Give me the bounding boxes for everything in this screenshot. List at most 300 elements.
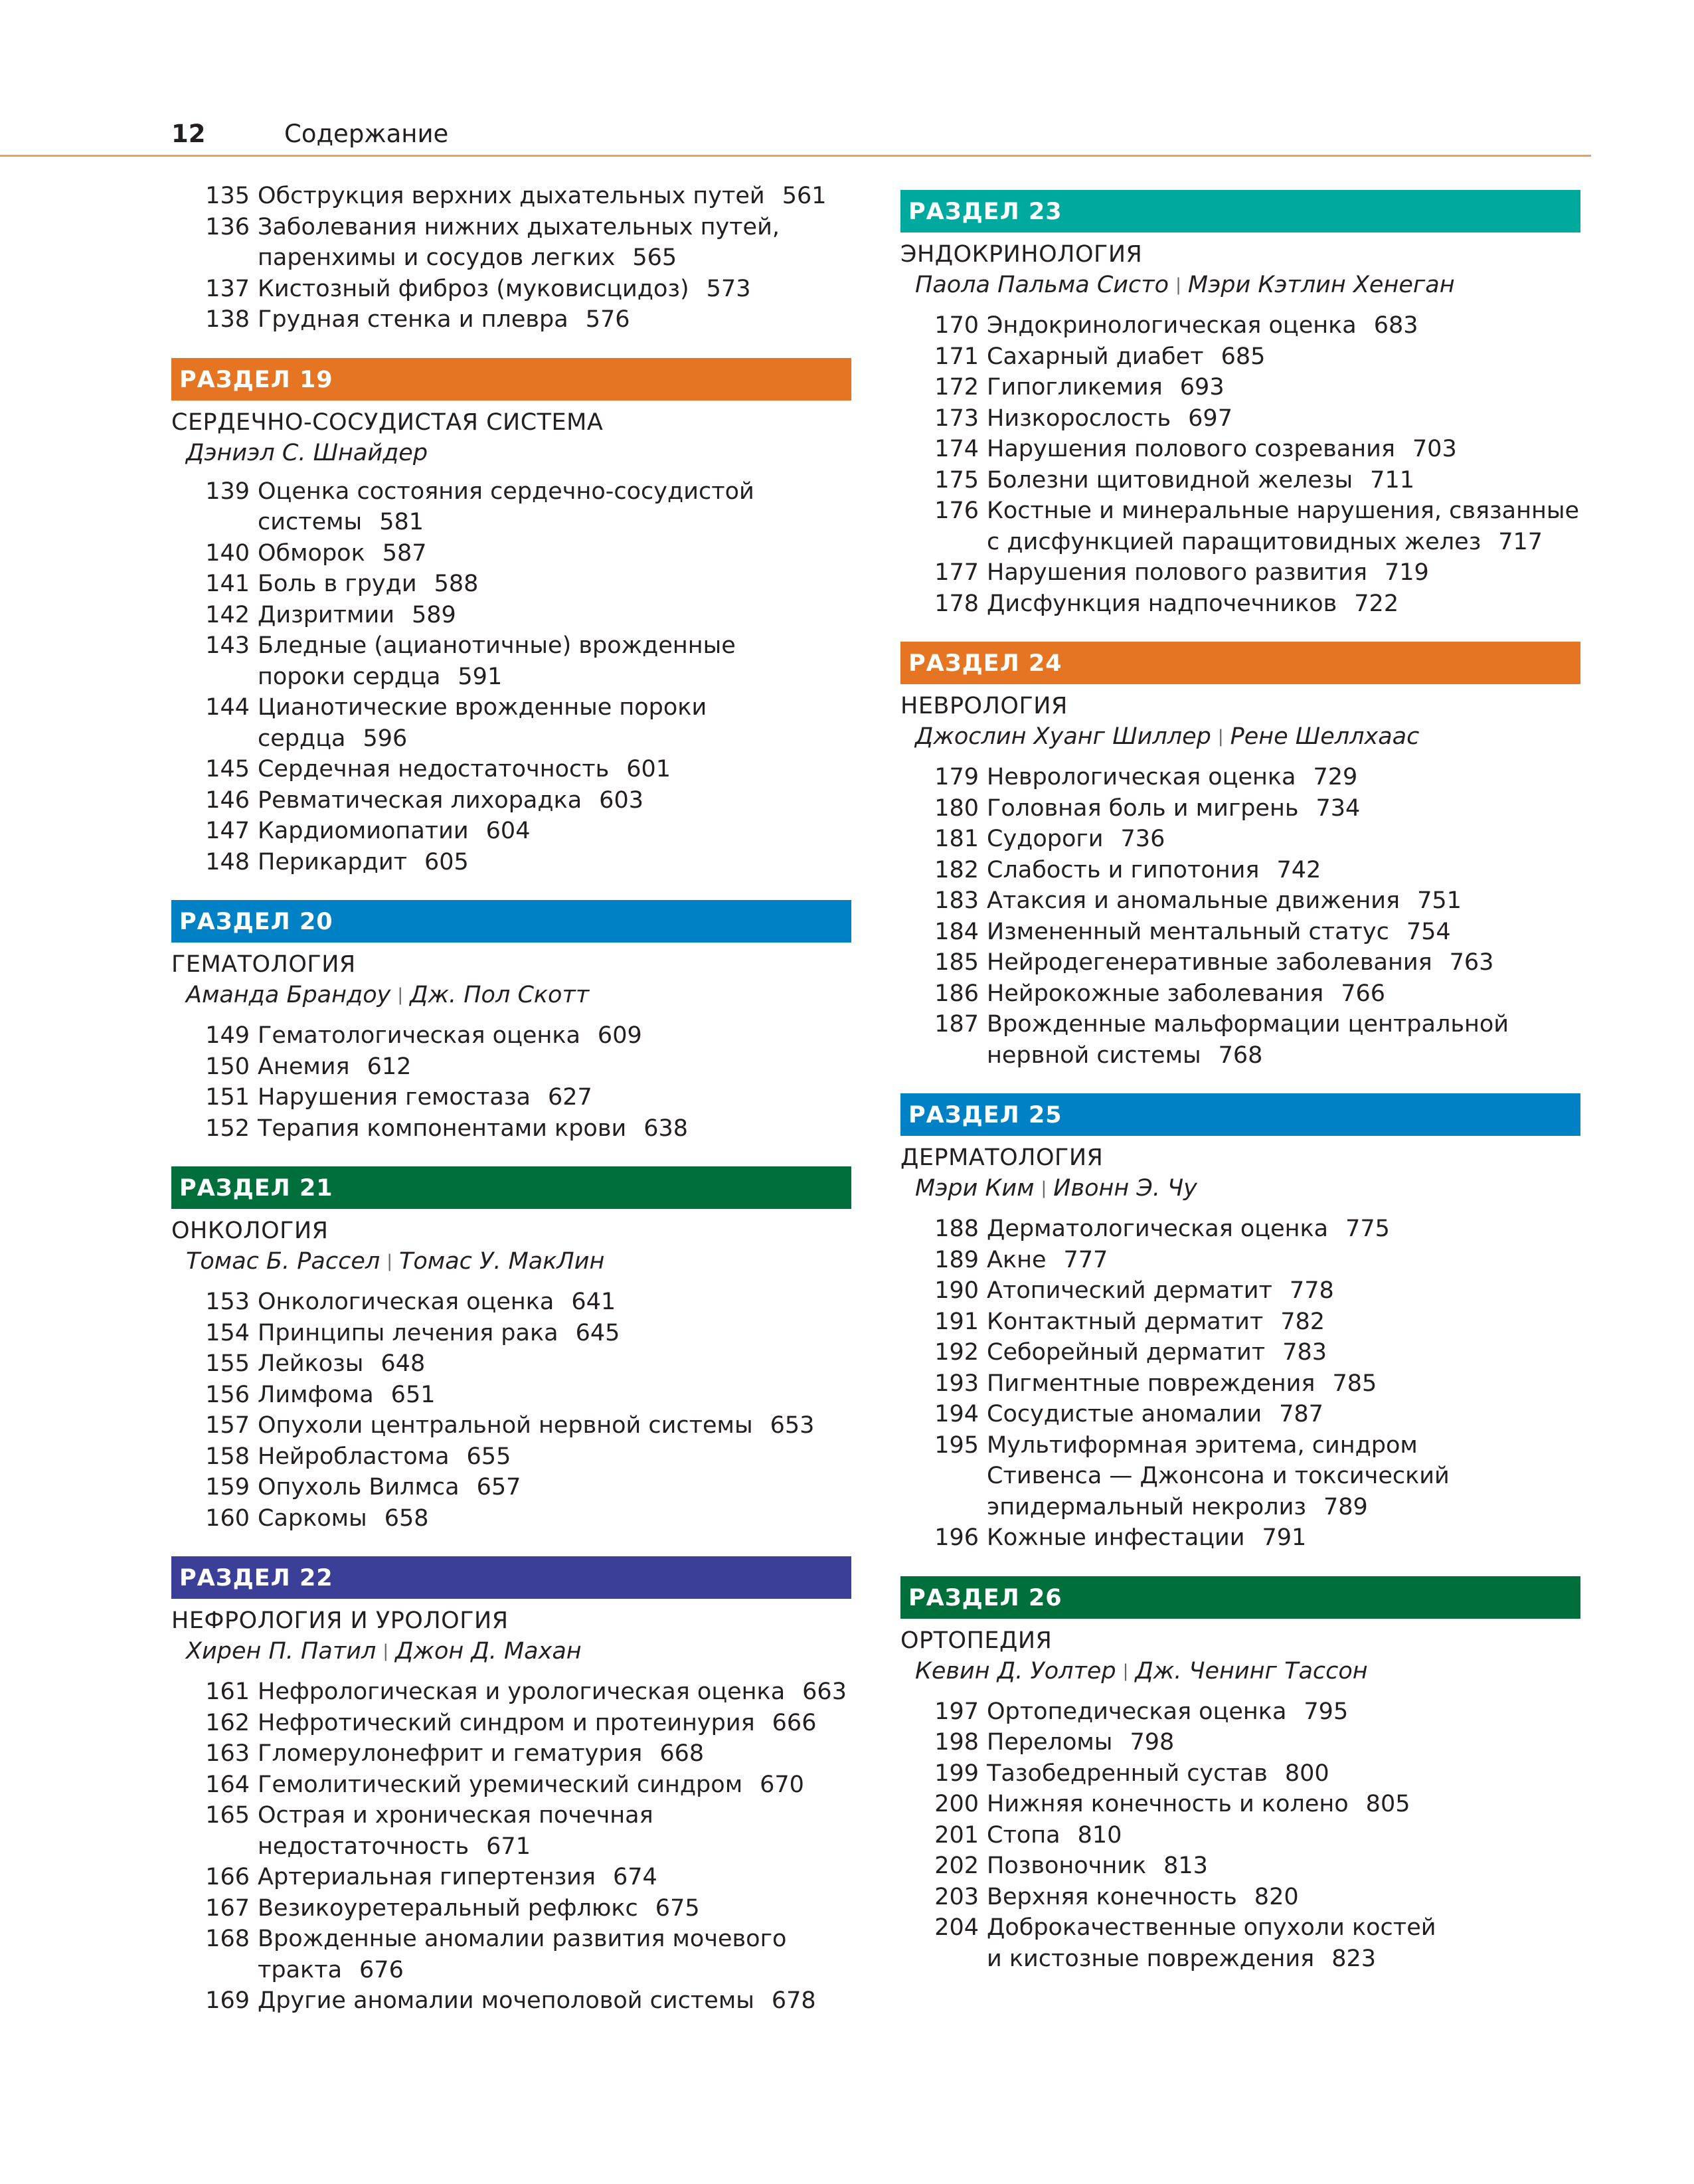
chapter-title: Гемолитический уремический синдром bbox=[258, 1771, 743, 1798]
page-ref: 729 bbox=[1313, 764, 1358, 790]
page-ref: 810 bbox=[1077, 1821, 1122, 1849]
chapter-number: 141 bbox=[205, 571, 250, 597]
chapter-title-line bbox=[258, 630, 851, 662]
chapter-title-line bbox=[258, 1348, 851, 1380]
toc-entry bbox=[900, 1758, 1580, 1789]
chapter-title-line bbox=[987, 1275, 1580, 1307]
page-ref: 674 bbox=[613, 1864, 657, 1890]
chapter-title-line bbox=[987, 1009, 1580, 1040]
author-name: Кевин Д. Уолтер bbox=[915, 1657, 1116, 1684]
toc-entry bbox=[171, 212, 851, 274]
toc-entry bbox=[171, 1708, 851, 1739]
chapter-number: 193 bbox=[934, 1370, 979, 1397]
chapter-title: Атопический дерматит bbox=[987, 1277, 1272, 1304]
chapter-number: 179 bbox=[934, 764, 979, 790]
chapter-title: пороки сердца bbox=[258, 663, 441, 690]
chapter-title: паренхимы и сосудов легких bbox=[258, 244, 616, 271]
page-ref: 685 bbox=[1221, 343, 1266, 370]
chapter-number: 162 bbox=[205, 1709, 250, 1736]
chapter-title: Терапия компонентами крови bbox=[258, 1115, 627, 1142]
chapter-number: 169 bbox=[205, 1987, 250, 2014]
page-ref: 820 bbox=[1254, 1883, 1299, 1910]
chapter-number: 157 bbox=[205, 1412, 250, 1439]
page-ref: 742 bbox=[1276, 856, 1321, 883]
chapter-title-line bbox=[258, 507, 851, 538]
chapter-title: Дисфункция надпочечников bbox=[987, 590, 1337, 617]
toc-entry bbox=[900, 917, 1580, 948]
chapter-title: Кардиомиопатии bbox=[258, 818, 469, 844]
chapter-number: 173 bbox=[934, 405, 979, 432]
section-label-bar: РАЗДЕЛ 25 bbox=[900, 1093, 1580, 1136]
chapter-title-line bbox=[987, 1944, 1580, 1975]
chapter-title: Нейродегенеративные заболевания bbox=[987, 949, 1432, 976]
author-separator: | bbox=[1041, 1178, 1047, 1198]
chapter-number: 198 bbox=[934, 1729, 979, 1756]
chapter-title-line bbox=[258, 1924, 851, 1955]
chapter-list bbox=[900, 1214, 1580, 1554]
chapter-title-line bbox=[258, 1472, 851, 1503]
section-gap bbox=[171, 335, 851, 358]
page-ref: 591 bbox=[458, 663, 503, 690]
toc-section bbox=[171, 1556, 851, 2017]
toc-entry bbox=[900, 824, 1580, 855]
chapter-title: Бледные (ацианотичные) врожденные bbox=[258, 632, 736, 659]
chapter-title-line bbox=[258, 1380, 851, 1411]
chapter-title: недостаточность bbox=[258, 1833, 469, 1860]
toc-entry bbox=[900, 341, 1580, 373]
toc-entry bbox=[900, 1245, 1580, 1276]
section-title: НЕФРОЛОГИЯ И УРОЛОГИЯ bbox=[171, 1607, 509, 1634]
chapter-number: 137 bbox=[205, 275, 250, 302]
chapter-title: Принципы лечения рака bbox=[258, 1319, 558, 1346]
toc-entry bbox=[900, 434, 1580, 465]
toc-entry bbox=[171, 304, 851, 335]
chapter-title: Нарушения полового созревания bbox=[987, 436, 1395, 462]
toc-entry bbox=[171, 1287, 851, 1318]
chapter-title-line bbox=[987, 1461, 1580, 1492]
toc-entry bbox=[900, 1789, 1580, 1820]
toc-entry bbox=[171, 1677, 851, 1708]
header-rule bbox=[0, 155, 1591, 157]
chapter-title: Нарушения гемостаза bbox=[258, 1084, 531, 1111]
chapter-title: Низкорослость bbox=[987, 405, 1171, 432]
chapter-title-line bbox=[258, 242, 851, 274]
page-ref: 783 bbox=[1282, 1339, 1327, 1366]
chapter-title-line bbox=[258, 1770, 851, 1801]
chapter-number: 184 bbox=[934, 918, 979, 945]
chapter-title: Сахарный диабет bbox=[987, 343, 1204, 370]
chapter-number: 200 bbox=[934, 1791, 979, 1817]
chapter-title-line bbox=[987, 1245, 1580, 1276]
chapter-title: Нефрологическая и урологическая оценка bbox=[258, 1679, 786, 1705]
chapter-title-line bbox=[987, 589, 1580, 620]
author-separator: | bbox=[382, 1641, 389, 1661]
author-name: Джон Д. Махан bbox=[395, 1638, 582, 1665]
page-number: 12 bbox=[171, 120, 206, 148]
page-ref: 648 bbox=[381, 1350, 426, 1377]
continued-chapter-list bbox=[171, 181, 851, 335]
page-ref: 763 bbox=[1449, 949, 1494, 976]
chapter-title: Дерматологическая оценка bbox=[987, 1216, 1329, 1242]
chapter-title: Головная боль и мигрень bbox=[987, 794, 1299, 822]
section-title: СЕРДЕЧНО-СОСУДИСТАЯ СИСТЕМА bbox=[171, 409, 604, 436]
toc-entry bbox=[900, 978, 1580, 1010]
section-gap bbox=[900, 1071, 1580, 1093]
chapter-number: 160 bbox=[205, 1504, 250, 1532]
chapter-title: Грудная стенка и плевра bbox=[258, 306, 568, 333]
author-name: Мэри Ким bbox=[915, 1175, 1035, 1202]
chapter-number: 146 bbox=[205, 786, 250, 814]
chapter-number: 147 bbox=[205, 818, 250, 844]
chapter-number: 159 bbox=[205, 1474, 250, 1501]
toc-entry bbox=[900, 1399, 1580, 1430]
chapter-number: 191 bbox=[934, 1308, 979, 1335]
toc-entry bbox=[900, 557, 1580, 589]
page-ref: 734 bbox=[1315, 794, 1361, 822]
page-ref: 668 bbox=[659, 1740, 705, 1767]
chapter-title: Атаксия и аномальные движения bbox=[987, 887, 1400, 914]
section-authors bbox=[171, 1246, 851, 1279]
chapter-title-line bbox=[258, 1318, 851, 1349]
page-ref: 645 bbox=[575, 1319, 620, 1346]
chapter-title-line bbox=[987, 310, 1580, 341]
page-ref: 657 bbox=[476, 1474, 521, 1501]
chapter-title-line bbox=[258, 1862, 851, 1893]
page-ref: 641 bbox=[571, 1289, 616, 1315]
page-ref: 671 bbox=[486, 1833, 531, 1860]
chapter-number: 139 bbox=[205, 478, 250, 505]
page-ref: 703 bbox=[1412, 436, 1457, 462]
chapter-title-line bbox=[258, 785, 851, 816]
chapter-title-line bbox=[258, 1800, 851, 1831]
section-title: ДЕРМАТОЛОГИЯ bbox=[900, 1144, 1104, 1171]
author-separator: | bbox=[1122, 1661, 1129, 1681]
right-column bbox=[900, 190, 1580, 1974]
toc-entry bbox=[900, 855, 1580, 886]
section-label-bar: РАЗДЕЛ 19 bbox=[171, 358, 851, 401]
toc-entry bbox=[900, 1337, 1580, 1368]
chapter-list bbox=[171, 1287, 851, 1534]
page-ref: 605 bbox=[424, 848, 469, 875]
page-ref: 795 bbox=[1304, 1698, 1349, 1725]
page-ref: 588 bbox=[434, 571, 479, 597]
toc-entry bbox=[171, 1113, 851, 1144]
chapter-number: 186 bbox=[934, 980, 979, 1007]
toc-entry bbox=[171, 1770, 851, 1801]
chapter-title-line bbox=[987, 557, 1580, 589]
page-ref: 785 bbox=[1332, 1370, 1377, 1397]
chapter-title-line bbox=[987, 465, 1580, 496]
chapter-title: Позвоночник bbox=[987, 1853, 1147, 1879]
chapter-title-line bbox=[987, 1214, 1580, 1245]
page-ref: 666 bbox=[772, 1709, 817, 1736]
section-label-bar: РАЗДЕЛ 21 bbox=[171, 1166, 851, 1209]
section-label-bar: РАЗДЕЛ 22 bbox=[171, 1556, 851, 1599]
chapter-title: Себорейный дерматит bbox=[987, 1339, 1266, 1366]
toc-entry bbox=[900, 589, 1580, 620]
section-title: ОРТОПЕДИЯ bbox=[900, 1627, 1053, 1654]
chapter-title-line bbox=[258, 600, 851, 631]
chapter-title-line bbox=[987, 1851, 1580, 1882]
chapter-title: Судороги bbox=[987, 826, 1104, 852]
chapter-title-line bbox=[258, 1738, 851, 1770]
chapter-title: Переломы bbox=[987, 1729, 1113, 1756]
page-ref: 798 bbox=[1130, 1729, 1175, 1756]
chapter-title-line bbox=[258, 274, 851, 305]
section-gap bbox=[900, 619, 1580, 642]
chapter-title: Врожденные мальформации центральной bbox=[987, 1011, 1509, 1038]
chapter-title: Обморок bbox=[258, 539, 365, 567]
toc-entry bbox=[900, 1851, 1580, 1882]
chapter-title-line bbox=[258, 1893, 851, 1924]
chapter-title-line bbox=[987, 1696, 1580, 1728]
page-ref: 693 bbox=[1179, 374, 1225, 401]
toc-entry bbox=[171, 754, 851, 785]
chapter-number: 158 bbox=[205, 1443, 250, 1470]
toc-entry bbox=[900, 310, 1580, 341]
chapter-title-line bbox=[258, 1831, 851, 1863]
author-name: Томас У. МакЛин bbox=[399, 1248, 605, 1275]
chapter-title: Нефротический синдром и протеинурия bbox=[258, 1709, 755, 1736]
chapter-title: Гломерулонефрит и гематурия bbox=[258, 1740, 643, 1767]
chapter-title: Обструкция верхних дыхательных путей bbox=[258, 183, 765, 209]
chapter-number: 194 bbox=[934, 1401, 979, 1427]
author-name: Джослин Хуанг Шиллер bbox=[915, 723, 1211, 750]
chapter-number: 165 bbox=[205, 1802, 250, 1829]
chapter-title-line bbox=[987, 372, 1580, 403]
chapter-title-line bbox=[258, 692, 851, 754]
chapter-number: 150 bbox=[205, 1053, 250, 1080]
chapter-title-line bbox=[258, 1441, 851, 1473]
page-ref: 805 bbox=[1365, 1791, 1410, 1817]
chapter-number: 148 bbox=[205, 848, 250, 875]
chapter-number: 161 bbox=[205, 1679, 250, 1705]
chapter-title-line bbox=[258, 304, 851, 335]
chapter-title: Оценка состояния сердечно-сосудистой bbox=[258, 478, 754, 505]
toc-entry bbox=[171, 1051, 851, 1083]
chapter-title-line bbox=[987, 496, 1580, 527]
toc-entry bbox=[171, 181, 851, 212]
chapter-number: 178 bbox=[934, 590, 979, 617]
chapter-number: 153 bbox=[205, 1289, 250, 1315]
chapter-number: 189 bbox=[934, 1246, 979, 1273]
author-separator: | bbox=[1217, 727, 1224, 747]
chapter-number: 202 bbox=[934, 1853, 979, 1879]
chapter-title: Артериальная гипертензия bbox=[258, 1864, 596, 1890]
chapter-title: Опухоли центральной нервной системы bbox=[258, 1412, 753, 1439]
chapter-title: Акне bbox=[987, 1246, 1047, 1273]
toc-entry bbox=[900, 1882, 1580, 1913]
chapter-title: Тазобедренный сустав bbox=[987, 1760, 1268, 1787]
chapter-title-line bbox=[258, 1503, 851, 1534]
chapter-title: Эндокринологическая оценка bbox=[987, 312, 1357, 339]
page-ref: 683 bbox=[1373, 312, 1418, 339]
chapter-number: 138 bbox=[205, 306, 250, 333]
chapter-number: 192 bbox=[934, 1339, 979, 1366]
chapter-number: 190 bbox=[934, 1277, 979, 1304]
chapter-title-line bbox=[258, 1677, 851, 1708]
toc-entry bbox=[171, 1380, 851, 1411]
page-ref: 596 bbox=[363, 725, 408, 752]
chapter-title-line bbox=[987, 1307, 1580, 1338]
toc-entry bbox=[171, 847, 851, 878]
chapter-title: Ревматическая лихорадка bbox=[258, 786, 582, 814]
page-ref: 587 bbox=[382, 539, 427, 567]
page-ref: 612 bbox=[367, 1053, 412, 1080]
author-name: Дж. Пол Скотт bbox=[410, 982, 590, 1008]
chapter-title: Лимфома bbox=[258, 1381, 374, 1408]
section-authors bbox=[171, 1636, 851, 1669]
chapter-number: 201 bbox=[934, 1821, 979, 1849]
chapter-number: 154 bbox=[205, 1319, 250, 1346]
chapter-title-line bbox=[258, 1051, 851, 1083]
chapter-title: Кожные инфестации bbox=[987, 1524, 1245, 1551]
chapter-title: Нижняя конечность и колено bbox=[987, 1791, 1349, 1817]
author-separator: | bbox=[386, 1251, 392, 1271]
chapter-number: 156 bbox=[205, 1381, 250, 1408]
chapter-number: 183 bbox=[934, 887, 979, 914]
toc-entry bbox=[171, 1985, 851, 2017]
section-authors bbox=[171, 438, 851, 468]
page-ref: 778 bbox=[1289, 1277, 1334, 1304]
chapter-number: 171 bbox=[934, 343, 979, 370]
section-authors bbox=[900, 270, 1580, 302]
page-ref: 670 bbox=[760, 1771, 804, 1798]
section-title: ОНКОЛОГИЯ bbox=[171, 1218, 329, 1244]
page-ref: 601 bbox=[626, 756, 671, 782]
section-gap bbox=[171, 1534, 851, 1556]
page-ref: 676 bbox=[359, 1956, 404, 1983]
toc-entry bbox=[171, 538, 851, 569]
toc-entry bbox=[171, 1862, 851, 1893]
page-ref: 678 bbox=[771, 1987, 816, 2014]
chapter-title-line bbox=[987, 1040, 1580, 1071]
chapter-title: Нарушения полового развития bbox=[987, 559, 1367, 586]
chapter-title: Нейрокожные заболевания bbox=[987, 980, 1324, 1007]
author-separator: | bbox=[397, 985, 404, 1005]
chapter-number: 149 bbox=[205, 1022, 250, 1049]
toc-section bbox=[900, 642, 1580, 1071]
page-ref: 789 bbox=[1323, 1493, 1368, 1520]
chapter-title-line bbox=[258, 1708, 851, 1739]
author-name: Дэниэл С. Шнайдер bbox=[186, 439, 428, 466]
chapter-title-line bbox=[987, 1912, 1580, 1944]
toc-entry bbox=[171, 476, 851, 538]
page-ref: 813 bbox=[1163, 1853, 1208, 1879]
page-ref: 658 bbox=[384, 1504, 429, 1532]
chapter-title: Анемия bbox=[258, 1053, 350, 1080]
chapter-title-line bbox=[258, 569, 851, 600]
author-separator: | bbox=[1175, 275, 1181, 295]
chapter-number: 155 bbox=[205, 1350, 250, 1377]
chapter-number: 170 bbox=[934, 312, 979, 339]
chapter-title-line bbox=[987, 1522, 1580, 1554]
page-ref: 638 bbox=[643, 1115, 689, 1142]
chapter-number: 188 bbox=[934, 1216, 979, 1242]
chapter-title-line bbox=[258, 754, 851, 785]
chapter-title-line bbox=[987, 824, 1580, 855]
chapter-title: Костные и минеральные нарушения, связанные bbox=[987, 498, 1580, 524]
chapter-title: Цианотические врожденные пороки сердца bbox=[258, 694, 707, 752]
chapter-title-line bbox=[987, 978, 1580, 1010]
chapter-title-line bbox=[258, 847, 851, 878]
section-authors bbox=[900, 721, 1580, 754]
chapter-number: 197 bbox=[934, 1698, 979, 1725]
chapter-title-line bbox=[987, 885, 1580, 917]
chapter-title-line bbox=[258, 1082, 851, 1113]
toc-entry bbox=[900, 762, 1580, 793]
toc-entry bbox=[171, 1441, 851, 1473]
chapter-number: 136 bbox=[205, 213, 250, 240]
chapter-title: нервной системы bbox=[987, 1042, 1201, 1069]
toc-entry bbox=[171, 1800, 851, 1862]
chapter-list bbox=[171, 476, 851, 878]
section-label-bar: РАЗДЕЛ 20 bbox=[171, 900, 851, 943]
chapter-number: 144 bbox=[205, 694, 250, 721]
chapter-title-line bbox=[987, 855, 1580, 886]
toc-entry bbox=[900, 1307, 1580, 1338]
toc-entry bbox=[171, 1082, 851, 1113]
chapter-title: и кистозные повреждения bbox=[987, 1945, 1315, 1972]
chapter-title: Заболевания нижних дыхательных путей, bbox=[258, 213, 780, 240]
chapter-title: Кистозный фиброз (муковисцидоз) bbox=[258, 275, 689, 302]
chapter-title-line bbox=[258, 1113, 851, 1144]
page-ref: 775 bbox=[1345, 1216, 1390, 1242]
chapter-number: 196 bbox=[934, 1524, 979, 1551]
chapter-title: Мультиформная эритема, синдром bbox=[987, 1431, 1418, 1459]
section-title: ЭНДОКРИНОЛОГИЯ bbox=[900, 241, 1143, 268]
chapter-title: Перикардит bbox=[258, 848, 407, 875]
toc-entry bbox=[900, 403, 1580, 434]
toc-section bbox=[171, 900, 851, 1144]
chapter-title-line bbox=[987, 1399, 1580, 1430]
page-ref: 787 bbox=[1279, 1401, 1323, 1427]
chapter-number: 199 bbox=[934, 1760, 979, 1787]
chapter-title-line bbox=[987, 1882, 1580, 1913]
chapter-number: 172 bbox=[934, 374, 979, 401]
toc-section bbox=[900, 1093, 1580, 1554]
chapter-title: эпидермальный некролиз bbox=[987, 1493, 1306, 1520]
chapter-title-line bbox=[987, 1368, 1580, 1400]
toc-entry bbox=[171, 1503, 851, 1534]
toc-entry bbox=[900, 1430, 1580, 1523]
section-gap bbox=[171, 877, 851, 900]
page-ref: 609 bbox=[597, 1022, 642, 1049]
chapter-title: Измененный ментальный статус bbox=[987, 918, 1389, 945]
chapter-number: 187 bbox=[934, 1011, 979, 1038]
page-ref: 800 bbox=[1284, 1760, 1329, 1787]
chapter-list bbox=[171, 1677, 851, 2017]
page-ref: 589 bbox=[411, 601, 456, 628]
chapter-number: 168 bbox=[205, 1926, 250, 1952]
chapter-number: 204 bbox=[934, 1914, 979, 1941]
chapter-number: 177 bbox=[934, 559, 979, 586]
chapter-title-line bbox=[987, 1727, 1580, 1758]
toc-entry bbox=[900, 1727, 1580, 1758]
chapter-title-line bbox=[258, 538, 851, 569]
page-ref: 581 bbox=[379, 509, 424, 535]
section-authors bbox=[900, 1173, 1580, 1206]
chapter-title-line bbox=[258, 816, 851, 847]
section-gap bbox=[171, 1144, 851, 1166]
chapter-title-line bbox=[987, 1820, 1580, 1851]
section-label-bar: РАЗДЕЛ 26 bbox=[900, 1576, 1580, 1619]
chapter-title-line bbox=[987, 1337, 1580, 1368]
chapter-title-line bbox=[987, 1758, 1580, 1789]
author-name: Томас Б. Рассел bbox=[186, 1248, 381, 1275]
page-ref: 697 bbox=[1188, 405, 1232, 432]
toc-entry bbox=[900, 372, 1580, 403]
